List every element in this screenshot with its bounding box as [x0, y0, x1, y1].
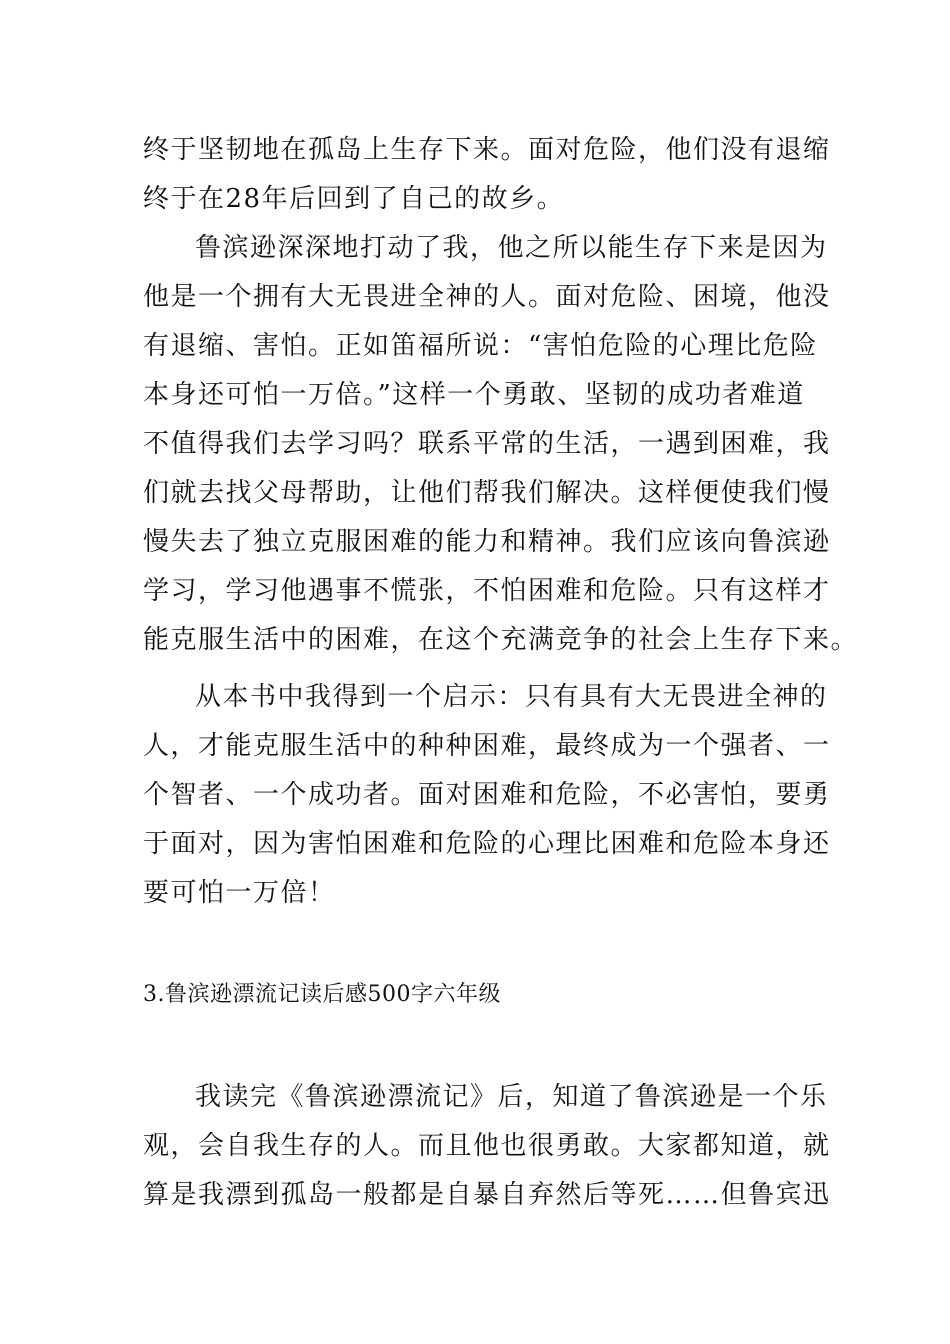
paragraph-first-line: 从本书中我得到一个启示：只有具有大无畏进全神的	[195, 682, 828, 712]
text-line: 不值得我们去学习吗？联系平常的生活，一遇到困难，我	[143, 429, 831, 459]
text-line: 有退缩、害怕。正如笛福所说：“害怕危险的心理比危险	[143, 331, 818, 361]
text-line: 要可怕一万倍！	[143, 878, 336, 908]
text-line: 们就去找父母帮助，让他们帮我们解决。这样便使我们慢	[143, 478, 831, 508]
paragraph-first-line: 鲁滨逊深深地打动了我，他之所以能生存下来是因为	[195, 233, 828, 263]
text-line: 本身还可怕一万倍。”这样一个勇敢、坚韧的成功者难道	[143, 380, 805, 410]
section-heading: 3.鲁滨逊漂流记读后感500字六年级	[143, 982, 501, 1007]
text-line: 终于坚韧地在孤岛上生存下来。面对危险，他们没有退缩	[143, 135, 831, 165]
text-line: 能克服生活中的困难，在这个充满竞争的社会上生存下来。	[143, 625, 859, 655]
text-line: 于面对，因为害怕困难和危险的心理比困难和危险本身还	[143, 829, 831, 859]
text-line: 终于在28年后回到了自己的故乡。	[143, 184, 565, 214]
text-line: 个智者、一个成功者。面对困难和危险，不必害怕，要勇	[143, 780, 831, 810]
text-line: 慢失去了独立克服困难的能力和精神。我们应该向鲁滨逊	[143, 527, 831, 557]
text-line: 观，会自我生存的人。而且他也很勇敢。大家都知道，就	[143, 1131, 831, 1161]
text-line: 学习，学习他遇事不慌张，不怕困难和危险。只有这样才	[143, 576, 831, 606]
text-line: 人，才能克服生活中的种种困难，最终成为一个强者、一	[143, 731, 831, 761]
text-line: 算是我漂到孤岛一般都是自暴自弃然后等死……但鲁宾迅	[143, 1180, 831, 1210]
paragraph-first-line: 我读完《鲁滨逊漂流记》后，知道了鲁滨逊是一个乐	[195, 1082, 828, 1112]
text-line: 他是一个拥有大无畏进全神的人。面对危险、困境，他没	[143, 282, 831, 312]
